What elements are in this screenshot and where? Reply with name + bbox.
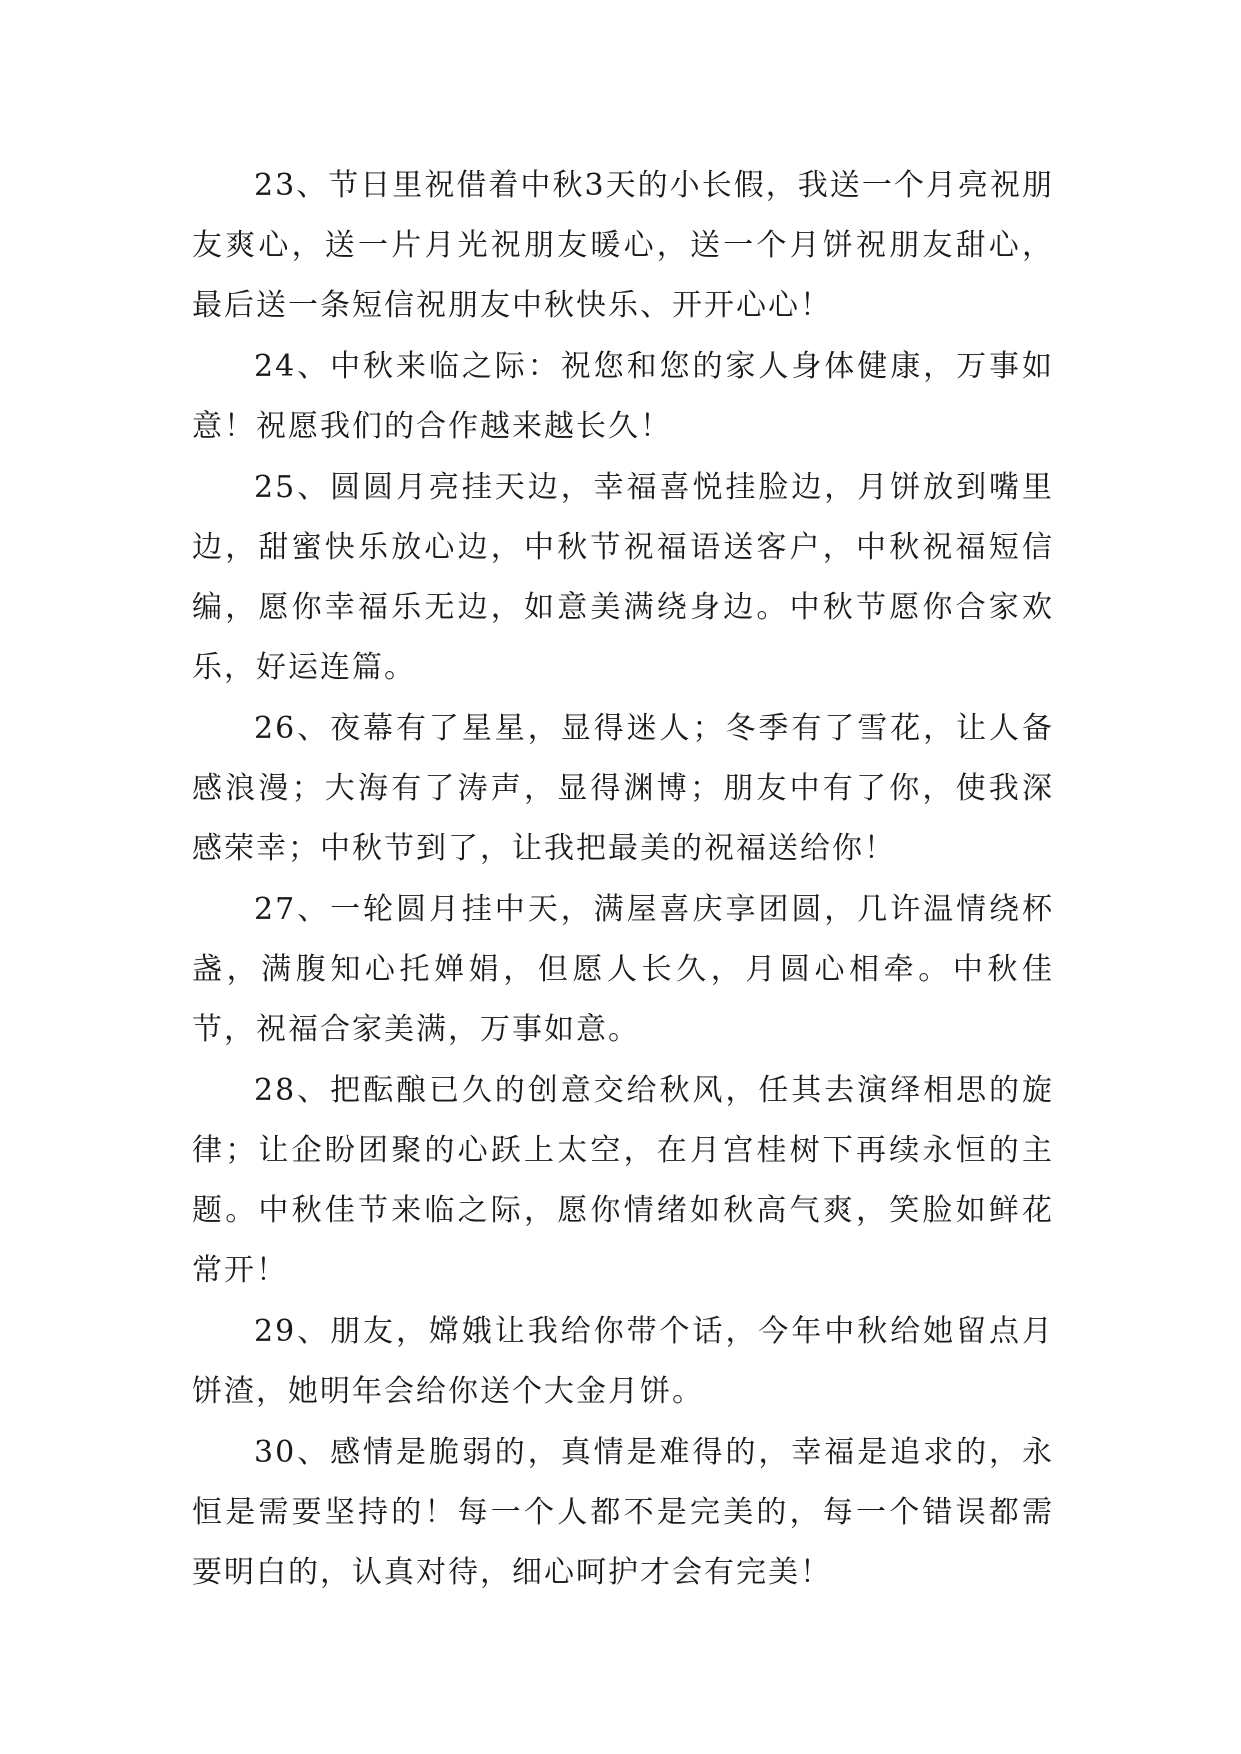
paragraph-26: 26、夜幕有了星星，显得迷人；冬季有了雪花，让人备感浪漫；大海有了涛声，显得渊博；朋友中有了你，使我深感荣幸；中秋节到了，让我把最美的祝福送给你！ <box>192 711 1054 866</box>
paragraph-23: 23、节日里祝借着中秋3天的小长假，我送一个月亮祝朋友爽心，送一片月光祝朋友暖心，送一个月饼祝朋友甜心，最后送一条短信祝朋友中秋快乐、开开心心！ <box>192 168 1054 323</box>
paragraph-24: 24、中秋来临之际：祝您和您的家人身体健康，万事如意！祝愿我们的合作越来越长久！ <box>192 349 1054 444</box>
paragraph-30: 30、感情是脆弱的，真情是难得的，幸福是追求的，永恒是需要坚持的！每一个人都不是完美的，每一个错误都需要明白的，认真对待，细心呵护才会有完美！ <box>192 1435 1054 1590</box>
paragraph-29: 29、朋友，嫦娥让我给你带个话，今年中秋给她留点月饼渣，她明年会给你送个大金月饼。 <box>192 1314 1054 1409</box>
document-body <box>192 156 1054 1604</box>
paragraph-28: 28、把酝酿已久的创意交给秋风，任其去演绎相思的旋律；让企盼团聚的心跃上太空，在月宫桂树下再续永恒的主题。中秋佳节来临之际，愿你情绪如秋高气爽，笑脸如鲜花常开！ <box>192 1073 1054 1288</box>
paragraph-25: 25、圆圆月亮挂天边，幸福喜悦挂脸边，月饼放到嘴里边，甜蜜快乐放心边，中秋节祝福语送客户，中秋祝福短信编，愿你幸福乐无边，如意美满绕身边。中秋节愿你合家欢乐，好运连篇。 <box>192 470 1054 685</box>
paragraph-27: 27、一轮圆月挂中天，满屋喜庆享团圆，几许温情绕杯盏，满腹知心托婵娟，但愿人长久，月圆心相牵。中秋佳节，祝福合家美满，万事如意。 <box>192 892 1054 1047</box>
